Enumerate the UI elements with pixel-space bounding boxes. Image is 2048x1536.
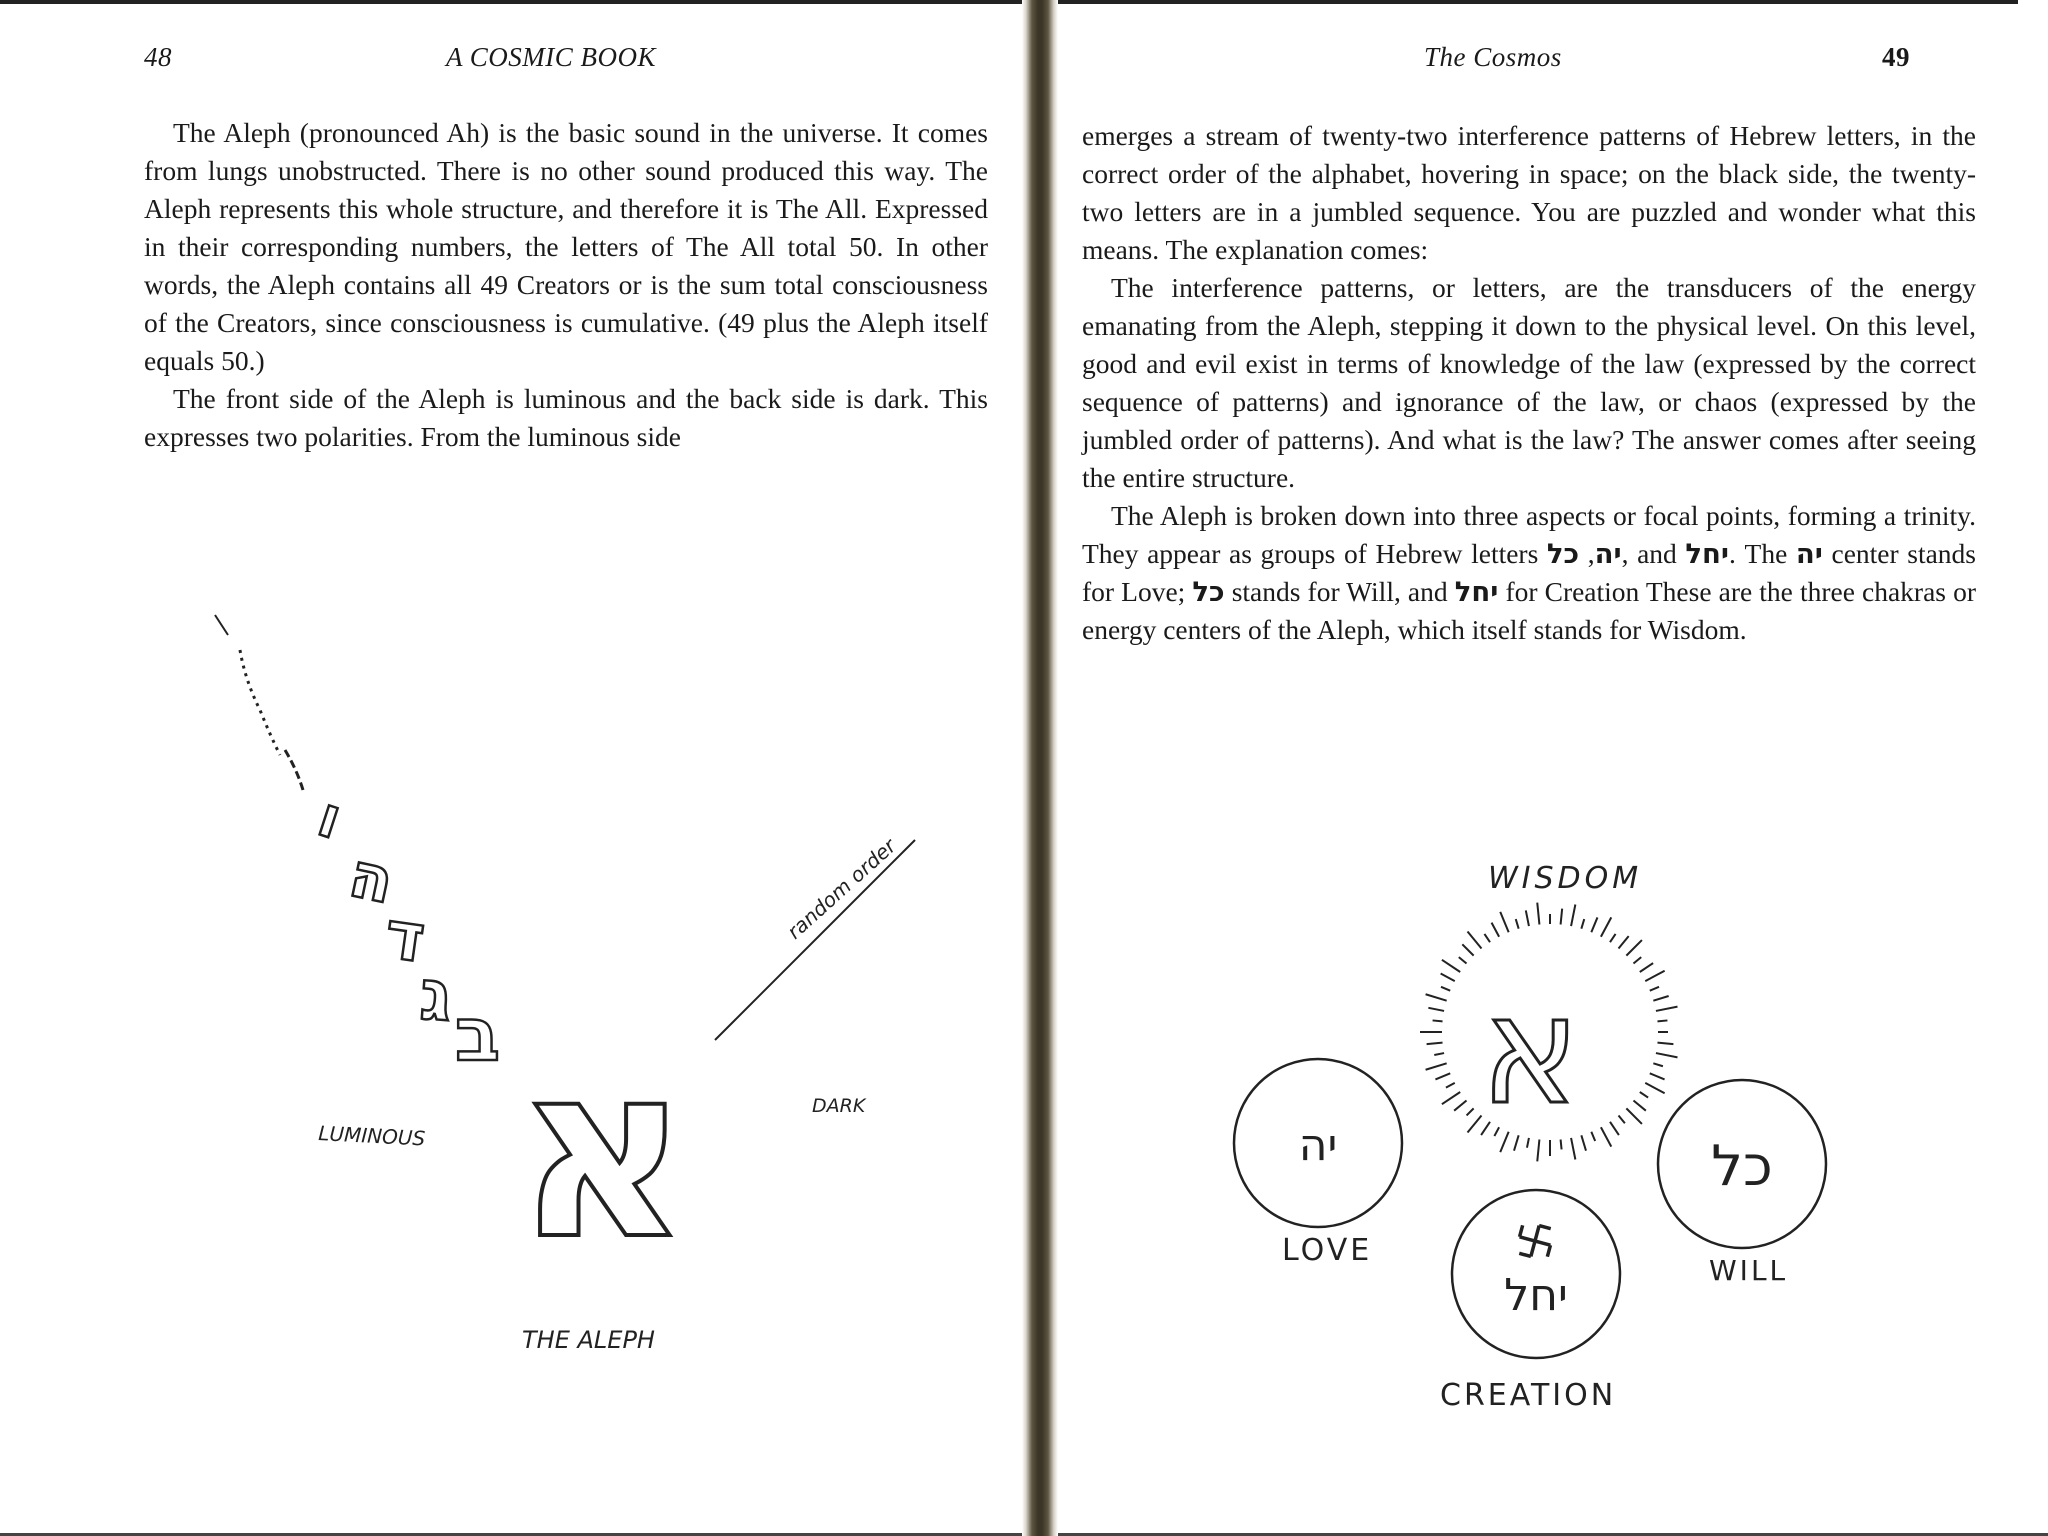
ray-stroke (1581, 1135, 1586, 1150)
ray-stroke (1427, 1043, 1443, 1045)
ray-stroke (1441, 987, 1450, 991)
ray-stroke (1640, 1092, 1648, 1098)
ray-stroke (1645, 1083, 1664, 1093)
hebrew-letters: כל (1546, 538, 1580, 570)
love-label: LOVE (1282, 1233, 1373, 1268)
luminous-label: LUMINOUS (317, 1121, 426, 1151)
text-run: , (1579, 538, 1595, 569)
ray-stroke (1640, 963, 1653, 972)
left-body-text (144, 114, 988, 456)
text-run: , and (1621, 538, 1686, 569)
ray-stroke (1426, 994, 1447, 1000)
aleph-main-letter: א (515, 1012, 690, 1292)
paragraph (1082, 497, 1976, 649)
paragraph: emerges a stream of twenty-two interference patterns of Hebrew letters, in the correct order of the alphabet, hovering in space; on the black side, the twenty-two letters are in a jumbled sequence. You are puzzled and wonder what this means. The explanation comes: (1082, 120, 1976, 265)
ray-stroke (1435, 1073, 1450, 1079)
text-run: for Creation These are the three chakras or energy centers of the Aleph, which itself stands for Wisdom. (1082, 576, 1976, 645)
paragraph: The front side of the Aleph is luminous and the back side is dark. This expresses two polarities. From the luminous side (144, 383, 988, 452)
ray-stroke (1601, 1127, 1611, 1146)
ray-stroke (1650, 987, 1659, 991)
hebrew-letters: יחל (1685, 538, 1730, 570)
ray-stroke (1561, 1139, 1562, 1149)
love-letters: יה (1298, 1120, 1338, 1171)
ray-stroke (1433, 1020, 1443, 1021)
ray-stroke (1610, 934, 1616, 942)
ray-stroke (1561, 909, 1563, 925)
swastika-symbol (1515, 1221, 1554, 1260)
ray-stroke (1537, 1139, 1539, 1161)
ray-stroke (1591, 917, 1597, 932)
page-number: 48 (144, 42, 172, 72)
ray-stroke (1459, 957, 1467, 963)
right-body-text (1082, 117, 1976, 649)
aleph-caption: THE ALEPH (522, 1326, 655, 1354)
stream-letter: ג (417, 953, 455, 1038)
ray-stroke (1601, 917, 1611, 936)
ray-stroke (1619, 936, 1629, 948)
ray-stroke (1462, 944, 1473, 955)
ray-stroke (1492, 923, 1500, 937)
text-run: . The (1729, 538, 1796, 569)
stream-letter: ב (455, 992, 501, 1078)
ray-stroke (1571, 1138, 1575, 1160)
ray-stroke (1650, 1073, 1665, 1079)
text-run: center stands for Love; (1082, 538, 1977, 607)
ray-stroke (1500, 912, 1508, 932)
book-gutter (1022, 0, 1058, 1536)
hebrew-letters: יחל (1454, 576, 1499, 608)
ray-stroke (1633, 957, 1641, 963)
page-top-edge (1058, 0, 2018, 4)
aleph-illustration (200, 600, 960, 1380)
will-label: WILL (1709, 1254, 1789, 1287)
ray-stroke (1619, 1115, 1625, 1123)
ray-stroke (1484, 934, 1490, 942)
ray-stroke (1442, 960, 1460, 972)
left-page (0, 0, 1022, 1536)
ray-stroke (1633, 1101, 1645, 1111)
ray-stroke (1626, 940, 1642, 956)
random-order-label: random order (782, 833, 901, 944)
page-top-edge (0, 0, 1022, 4)
ray-stroke (1610, 1122, 1619, 1135)
chakra-illustration (1178, 850, 1938, 1430)
wisdom-label: WISDOM (1488, 861, 1643, 896)
ray-stroke (1571, 904, 1575, 926)
hebrew-letters: יה (1594, 538, 1622, 570)
ray-stroke (1527, 1138, 1529, 1148)
page-number: 49 (1882, 42, 1910, 72)
ray-stroke (1653, 996, 1668, 1001)
text-run: The Aleph is broken down into three aspects or focal points, forming a trinity. They appear as groups of Hebrew letters (1082, 500, 1976, 569)
ray-stroke (1446, 1083, 1455, 1088)
ray-stroke (1526, 910, 1529, 926)
ray-stroke (1468, 932, 1482, 949)
right-page (1058, 0, 2048, 1536)
ray-stroke (1454, 1101, 1466, 1111)
ray-stroke (1516, 919, 1519, 929)
ray-stroke (1442, 1092, 1460, 1104)
will-letters: כל (1711, 1134, 1773, 1199)
ray-stroke (1656, 1007, 1678, 1011)
ray-stroke (1626, 1108, 1642, 1124)
ray-stroke (1467, 1108, 1474, 1115)
dark-label: DARK (812, 1095, 866, 1117)
ray-stroke (1581, 919, 1584, 929)
text-run: stands for Will, and (1224, 576, 1455, 607)
ray-stroke (1591, 1132, 1595, 1141)
stream-letter: ד (380, 895, 430, 978)
creation-letters: יחל (1504, 1270, 1568, 1321)
running-head: A COSMIC BOOK (446, 42, 657, 72)
ray-stroke (1441, 974, 1455, 982)
ray-stroke (1426, 1063, 1447, 1069)
stream-letter: ו (310, 784, 349, 853)
wisdom-aleph-letter: א (1480, 964, 1581, 1138)
ray-stroke (1428, 1008, 1444, 1011)
paragraph: The Aleph (pronounced Ah) is the basic sound in the universe. It comes from lungs unobstructed. There is no other sound produced this way. The Aleph represents this whole structure, and therefore it is The All. Expressed in their corresponding numbers, the letters of The All total 50. In other words, the Aleph contains all 49 Creators or is the sum total consciousness of the Creators, since consciousness is cumulative. (49 plus the Aleph itself equals 50.) (144, 117, 988, 376)
hebrew-letters: יה (1795, 538, 1823, 570)
stream-letter: ה (343, 837, 401, 918)
ray-stroke (1657, 1043, 1673, 1045)
running-head: The Cosmos (1424, 42, 1562, 72)
ray-stroke (1657, 1020, 1667, 1021)
ray-stroke (1656, 1053, 1678, 1057)
creation-label: CREATION (1440, 1378, 1617, 1413)
ray-stroke (1537, 903, 1539, 925)
hebrew-letters: כל (1192, 576, 1225, 608)
ray-stroke (1653, 1063, 1663, 1066)
ray-stroke (1434, 1053, 1444, 1055)
paragraph: The interference patterns, or letters, are the transducers of the energy emanating from the Aleph, stepping it down to the physical level. On this level, good and evil exist in terms of knowledge of the law (expressed by the correct sequence of patterns) and ignorance of the law, or chaos (expressed by the jumbled order of patterns). And what is the law? The answer comes after seeing the entire structure. (1082, 272, 1976, 493)
ray-stroke (1645, 971, 1664, 981)
